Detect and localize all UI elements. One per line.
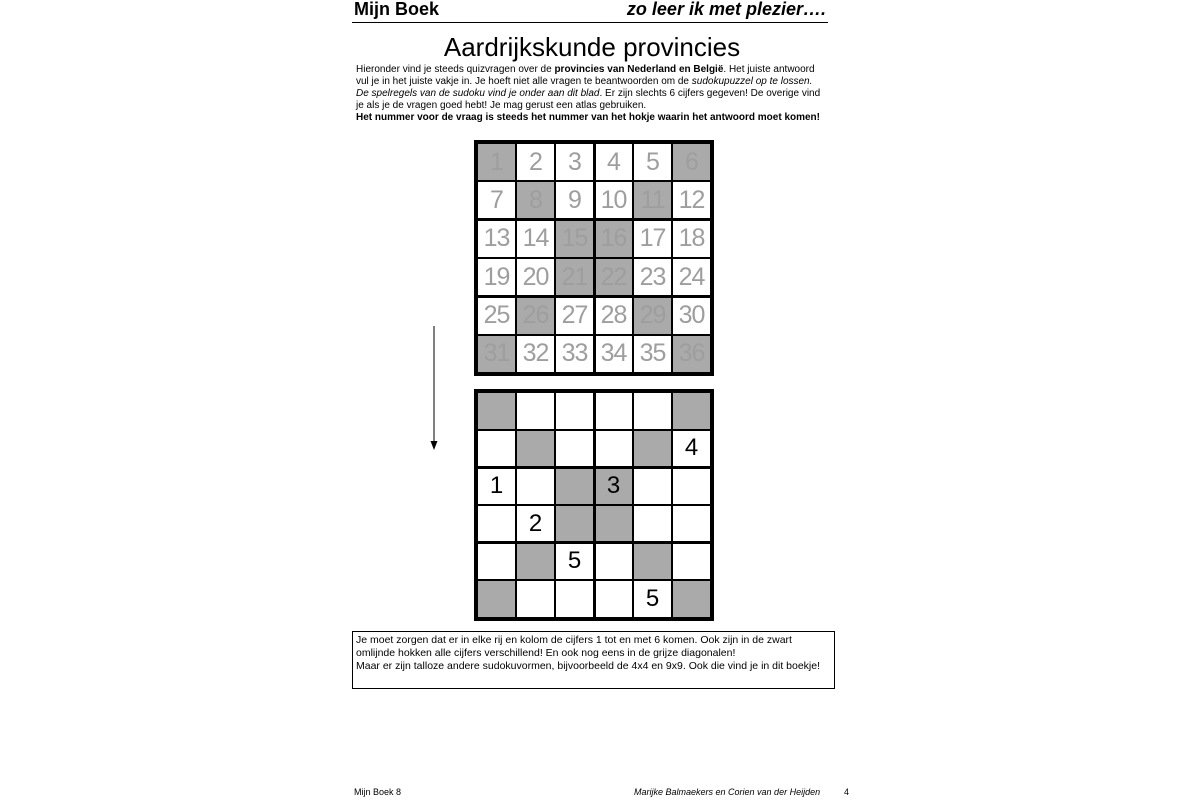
question-number-cell: 10 xyxy=(594,181,633,219)
question-number-cell: 1 xyxy=(477,143,516,181)
question-number-cell: 22 xyxy=(594,258,633,296)
sudoku-cell[interactable]: 2 xyxy=(516,505,555,543)
rules-box xyxy=(352,631,835,689)
down-arrow-icon xyxy=(430,326,438,450)
footer-authors: Marijke Balmaekers en Corien van der Heijden xyxy=(634,787,821,797)
sudoku-cell[interactable] xyxy=(555,467,594,505)
page-header xyxy=(352,0,828,23)
intro-part-a: Hieronder vind je steeds quizvragen over de xyxy=(356,64,555,75)
question-number-cell: 13 xyxy=(477,220,516,258)
sudoku-cell[interactable] xyxy=(477,505,516,543)
question-number-cell: 31 xyxy=(477,335,516,373)
sudoku-grid xyxy=(474,389,714,621)
intro-part-e: . Er zijn slechts 6 cijfers gegeven! De overige vind je als je de vragen goed hebt! Je mag gerust een atlas gebruiken. xyxy=(356,88,821,111)
question-number-cell: 27 xyxy=(555,296,594,334)
box-divider xyxy=(477,541,711,544)
question-number-cell: 8 xyxy=(516,181,555,219)
intro-paragraph xyxy=(356,64,826,112)
page-title: Aardrijkskunde provincies xyxy=(443,32,741,62)
intro-text xyxy=(356,64,826,124)
question-number-cell: 7 xyxy=(477,181,516,219)
sudoku-cell[interactable] xyxy=(672,580,711,618)
sudoku-cell[interactable] xyxy=(516,430,555,468)
question-number-cell: 20 xyxy=(516,258,555,296)
sudoku-cell[interactable] xyxy=(516,543,555,581)
box-divider xyxy=(593,392,596,618)
sudoku-cell[interactable] xyxy=(555,580,594,618)
sudoku-cell[interactable]: 5 xyxy=(555,543,594,581)
sudoku-cell[interactable] xyxy=(555,505,594,543)
question-number-cell: 30 xyxy=(672,296,711,334)
page-footer xyxy=(352,787,852,801)
header-book-title: Mijn Boek xyxy=(354,0,440,19)
intro-instruction xyxy=(356,112,826,124)
question-number-cell: 12 xyxy=(672,181,711,219)
header-slogan: zo leer ik met plezier…. xyxy=(626,0,826,19)
question-number-cell: 11 xyxy=(633,181,672,219)
question-number-cell: 9 xyxy=(555,181,594,219)
intro-instruction-text: Het nummer voor de vraag is steeds het nummer van het hokje waarin het antwoord moet komen! xyxy=(356,112,820,123)
question-number-cell: 33 xyxy=(555,335,594,373)
sudoku-cell[interactable] xyxy=(672,505,711,543)
sudoku-cell[interactable] xyxy=(672,543,711,581)
question-number-cell: 23 xyxy=(633,258,672,296)
intro-part-b: provincies van Nederland en België xyxy=(554,64,724,75)
sudoku-cell[interactable] xyxy=(555,430,594,468)
sudoku-cell[interactable] xyxy=(594,505,633,543)
question-number-cell: 21 xyxy=(555,258,594,296)
question-number-cell: 24 xyxy=(672,258,711,296)
sudoku-cell[interactable] xyxy=(477,392,516,430)
question-number-cell: 26 xyxy=(516,296,555,334)
sudoku-cell[interactable]: 1 xyxy=(477,467,516,505)
question-number-cell: 5 xyxy=(633,143,672,181)
sudoku-cell[interactable] xyxy=(672,467,711,505)
question-number-cell: 36 xyxy=(672,335,711,373)
page-number: 4 xyxy=(844,787,850,797)
question-number-cell: 25 xyxy=(477,296,516,334)
sudoku-cell[interactable] xyxy=(633,430,672,468)
sudoku-cell[interactable] xyxy=(516,580,555,618)
sudoku-cell[interactable] xyxy=(633,505,672,543)
sudoku-cell[interactable]: 3 xyxy=(594,467,633,505)
box-divider xyxy=(477,218,711,221)
sudoku-cell[interactable] xyxy=(672,392,711,430)
question-number-cell: 18 xyxy=(672,220,711,258)
question-number-cell: 6 xyxy=(672,143,711,181)
sudoku-cell[interactable] xyxy=(633,467,672,505)
rules-line-2: Maar er zijn talloze andere sudokuvormen, bijvoorbeeld de 4x4 en 9x9. Ook die vind je in dit boekje! xyxy=(356,660,821,672)
sudoku-cell[interactable] xyxy=(477,430,516,468)
sudoku-cell[interactable] xyxy=(633,543,672,581)
question-number-cell: 15 xyxy=(555,220,594,258)
sudoku-cell[interactable] xyxy=(516,467,555,505)
sudoku-cell[interactable] xyxy=(477,580,516,618)
worksheet-page xyxy=(352,0,850,800)
sudoku-cell[interactable] xyxy=(633,392,672,430)
sudoku-cell[interactable] xyxy=(594,392,633,430)
question-number-cell: 34 xyxy=(594,335,633,373)
question-number-cell: 32 xyxy=(516,335,555,373)
intro-part-c: . Het juiste antwoord vul je in het juiste vakje in. Je hoeft niet alle vragen te beantwoorden om de xyxy=(356,64,815,87)
sudoku-cell[interactable] xyxy=(594,430,633,468)
box-divider xyxy=(477,295,711,298)
sudoku-cell[interactable]: 5 xyxy=(633,580,672,618)
intro-part-d: sudokupuzzel op te lossen. De spelregels van de sudoku vind je onder aan dit blad xyxy=(356,76,813,99)
sudoku-cell[interactable] xyxy=(555,392,594,430)
sudoku-cell[interactable] xyxy=(594,543,633,581)
rules-line-1: Je moet zorgen dat er in elke rij en kolom de cijfers 1 tot en met 6 komen. Ook zijn in de zwart omlijnde hokken alle cijfers verschillend! En ook nog eens in de grijze diagonalen! xyxy=(356,634,792,659)
numbered-grid xyxy=(474,140,714,376)
question-number-cell: 17 xyxy=(633,220,672,258)
question-number-cell: 14 xyxy=(516,220,555,258)
sudoku-cell[interactable] xyxy=(516,392,555,430)
box-divider xyxy=(477,466,711,469)
question-number-cell: 2 xyxy=(516,143,555,181)
question-number-cell: 3 xyxy=(555,143,594,181)
question-number-cell: 16 xyxy=(594,220,633,258)
question-number-cell: 19 xyxy=(477,258,516,296)
sudoku-cell[interactable] xyxy=(477,543,516,581)
question-number-cell: 4 xyxy=(594,143,633,181)
footer-book: Mijn Boek 8 xyxy=(354,787,402,797)
sudoku-cell[interactable] xyxy=(594,580,633,618)
question-number-cell: 35 xyxy=(633,335,672,373)
sudoku-cell[interactable]: 4 xyxy=(672,430,711,468)
question-number-cell: 28 xyxy=(594,296,633,334)
question-number-cell: 29 xyxy=(633,296,672,334)
box-divider xyxy=(593,143,596,373)
